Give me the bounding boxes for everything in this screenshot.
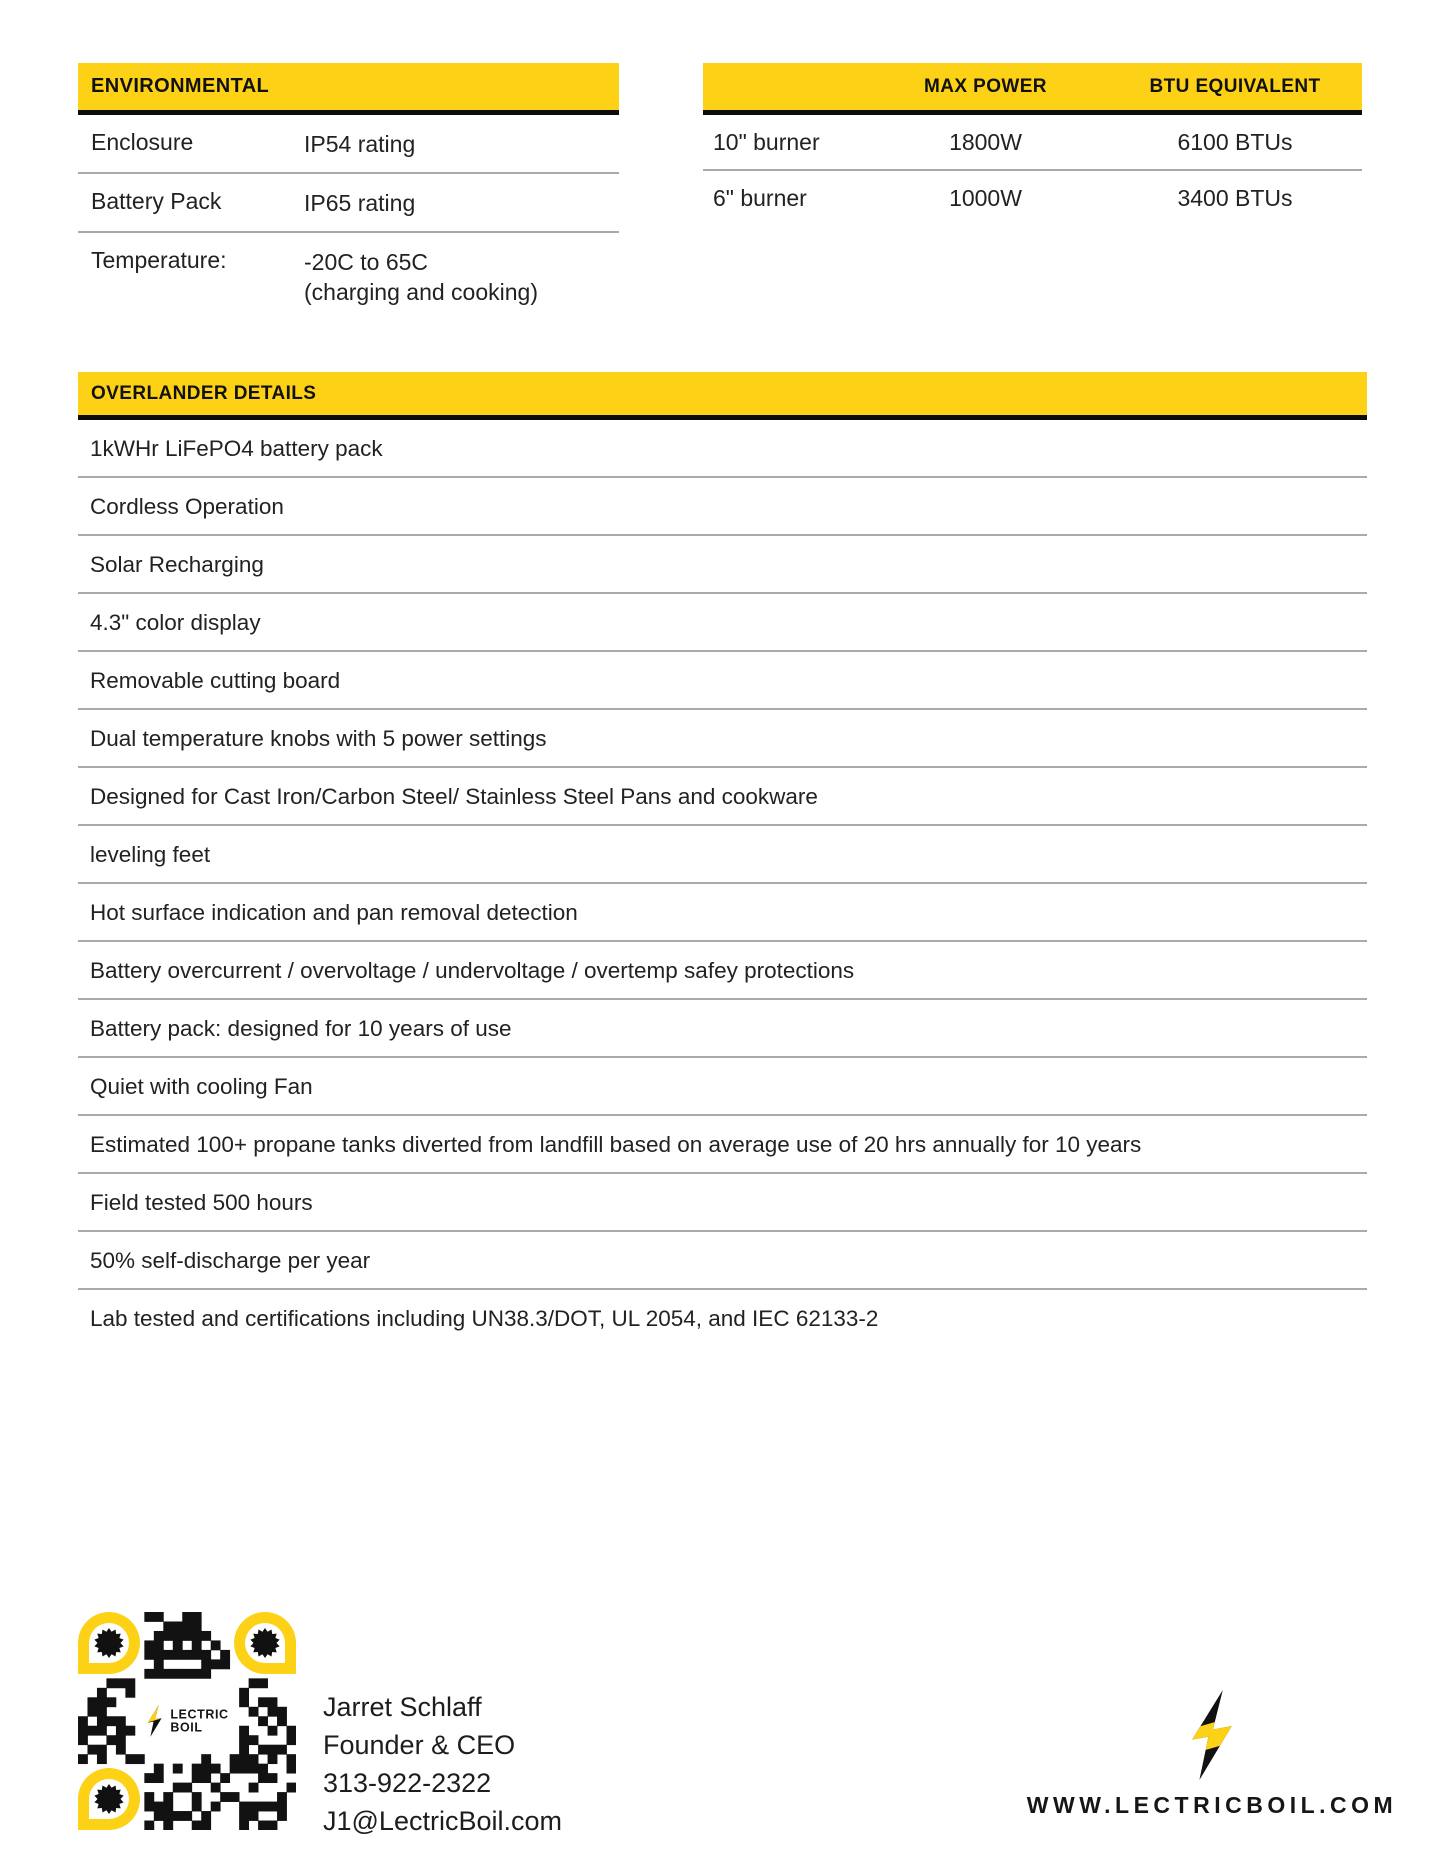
qr-finder-inner — [89, 1623, 129, 1663]
burner-max-power: 1000W — [949, 185, 1022, 211]
contact-name: Jarret Schlaff — [323, 1692, 482, 1722]
table-row — [703, 115, 1362, 171]
list-item: Field tested 500 hours — [78, 1174, 1367, 1232]
list-item: 1kWHr LiFePO4 battery pack — [78, 420, 1367, 478]
list-item: Battery overcurrent / overvoltage / undervoltage / overtemp safey protections — [78, 942, 1367, 1000]
row-label: Temperature: — [91, 247, 227, 273]
table-row — [703, 171, 1362, 225]
list-item: Quiet with cooling Fan — [78, 1058, 1367, 1116]
overlander-details-header — [78, 372, 1367, 420]
list-item: Designed for Cast Iron/Carbon Steel/ Stainless Steel Pans and cookware — [78, 768, 1367, 826]
row-value: IP65 rating — [304, 190, 416, 216]
overlander-details-list — [78, 420, 1367, 1346]
qr-code — [78, 1612, 296, 1830]
burner-btu: 3400 BTUs — [1177, 185, 1293, 211]
qr-brand-line1: LECTRIC — [170, 1707, 229, 1721]
table-row — [78, 174, 619, 233]
qr-brand-text — [170, 1708, 228, 1734]
overlander-details-section — [78, 372, 1367, 1346]
row-label: Enclosure — [91, 129, 194, 155]
environmental-table — [78, 63, 619, 320]
overlander-details-title: OVERLANDER DETAILS — [91, 382, 317, 404]
burner-btu: 6100 BTUs — [1177, 129, 1293, 155]
table-row — [78, 115, 619, 174]
list-item: 4.3" color display — [78, 594, 1367, 652]
brand-block — [1000, 1690, 1424, 1819]
table-row — [78, 233, 619, 320]
sunburst-icon — [93, 1783, 125, 1815]
list-item: Lab tested and certifications including UN38.3/DOT, UL 2054, and IEC 62133-2 — [90, 1306, 879, 1331]
list-item: Dual temperature knobs with 5 power settings — [78, 710, 1367, 768]
qr-finder-inner — [245, 1623, 285, 1663]
row-label: Battery Pack — [91, 188, 222, 214]
contact-role: Founder & CEO — [323, 1730, 516, 1760]
sunburst-icon — [93, 1627, 125, 1659]
qr-finder-inner — [89, 1779, 129, 1819]
contact-email: J1@LectricBoil.com — [323, 1806, 562, 1836]
environmental-header — [78, 63, 619, 115]
list-item: Cordless Operation — [78, 478, 1367, 536]
btu-equivalent-header: BTU EQUIVALENT — [1149, 75, 1321, 97]
top-tables-section — [78, 63, 1367, 372]
temperature-range: -20C to 65C — [304, 249, 429, 275]
temperature-note: (charging and cooking) — [304, 279, 538, 305]
row-value — [304, 247, 619, 307]
burner-name: 6" burner — [713, 185, 807, 211]
list-item: Removable cutting board — [78, 652, 1367, 710]
list-item: Solar Recharging — [78, 536, 1367, 594]
lightning-bolt-icon — [145, 1705, 164, 1738]
sunburst-icon — [249, 1627, 281, 1659]
list-item: leveling feet — [78, 826, 1367, 884]
environmental-title: ENVIRONMENTAL — [91, 75, 270, 97]
power-table-header — [703, 63, 1362, 115]
contact-phone: 313-922-2322 — [323, 1768, 492, 1798]
lightning-bolt-icon — [1185, 1690, 1239, 1780]
qr-brand-line2: BOIL — [170, 1720, 203, 1734]
burner-max-power: 1800W — [949, 129, 1022, 155]
qr-finder-icon — [78, 1768, 140, 1830]
max-power-header: MAX POWER — [924, 75, 1047, 97]
website-url: WWW.LECTRICBOIL.COM — [1026, 1792, 1398, 1818]
list-item: 50% self-discharge per year — [78, 1232, 1367, 1290]
qr-finder-icon — [78, 1612, 140, 1674]
row-value: IP54 rating — [304, 131, 416, 157]
qr-finder-icon — [234, 1612, 296, 1674]
list-item: Estimated 100+ propane tanks diverted from landfill based on average use of 20 hrs annually for 10 years — [78, 1116, 1367, 1174]
list-item: Battery pack: designed for 10 years of use — [78, 1000, 1367, 1058]
burner-name: 10" burner — [713, 129, 820, 155]
contact-block — [323, 1688, 562, 1840]
list-item: Hot surface indication and pan removal detection — [78, 884, 1367, 942]
qr-center-logo — [139, 1697, 234, 1746]
burner-power-table — [703, 63, 1362, 225]
